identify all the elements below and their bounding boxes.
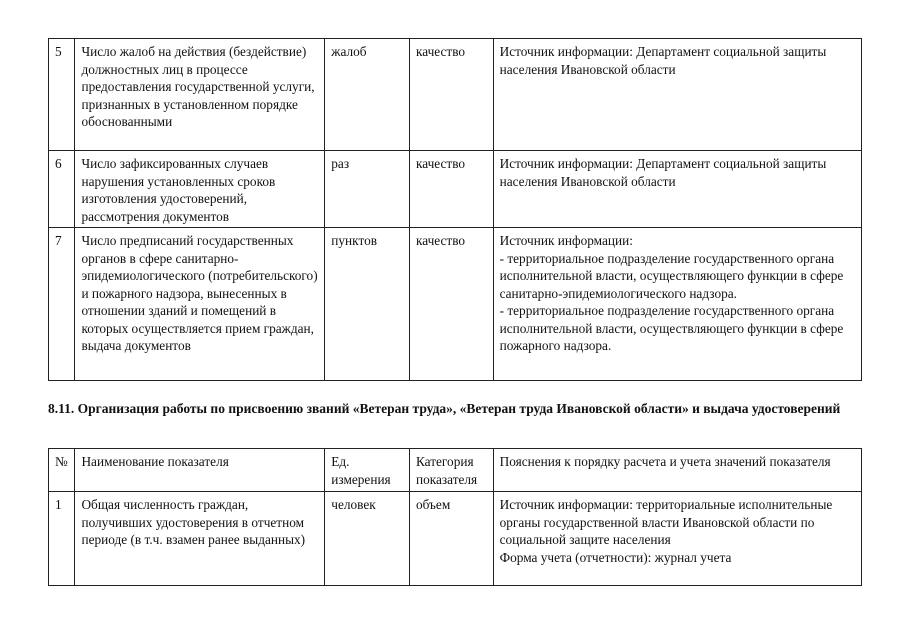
unit-of-measure: раз xyxy=(325,151,410,228)
note-line: - территориальное подразделение государственного органа исполнительной власти, осуществляющего функции в сфере санитарно-эпидемиологического надзора. xyxy=(499,250,844,301)
unit-of-measure: пунктов xyxy=(325,228,410,381)
header-number: № xyxy=(49,449,75,492)
unit-of-measure: человек xyxy=(325,492,410,586)
table-header-row xyxy=(49,449,862,492)
calculation-notes xyxy=(493,492,861,586)
indicator-name: Число зафиксированных случаев нарушения установленных сроков изготовления удостоверений, рассмотрения документов xyxy=(75,151,325,228)
header-indicator-name: Наименование показателя xyxy=(75,449,325,492)
section-heading: 8.11. Организация работы по присвоению званий «Ветеран труда», «Ветеран труда Ивановской области» и выдача удостоверений xyxy=(48,401,841,416)
row-number: 7 xyxy=(49,228,75,381)
calculation-notes xyxy=(493,39,861,151)
indicators-table-top xyxy=(48,38,862,381)
indicator-category: качество xyxy=(409,39,493,151)
indicator-category: объем xyxy=(409,492,493,586)
indicator-name: Число предписаний государственных органов в сфере санитарно-эпидемиологического (потребительского) и пожарного надзора, вынесенных в отношении зданий и помещений в которых осуществляется прием граждан, выдача документов xyxy=(75,228,325,381)
note-line: Источник информации: xyxy=(499,233,633,248)
note-line: Источник информации: Департамент социальной защиты населения Ивановской области xyxy=(499,156,827,189)
table-row xyxy=(49,151,862,228)
unit-of-measure: жалоб xyxy=(325,39,410,151)
indicator-category: качество xyxy=(409,151,493,228)
indicator-category: качество xyxy=(409,228,493,381)
header-category: Категория показателя xyxy=(409,449,493,492)
indicator-name: Общая численность граждан, получивших удостоверения в отчетном периоде (в т.ч. взамен ранее выданных) xyxy=(75,492,325,586)
table-row xyxy=(49,492,862,586)
header-unit: Ед. измерения xyxy=(325,449,410,492)
table-row xyxy=(49,39,862,151)
indicator-name: Число жалоб на действия (бездействие) должностных лиц в процессе предоставления государственной услуги, признанных в установленном порядке обоснованными xyxy=(75,39,325,151)
row-number: 5 xyxy=(49,39,75,151)
note-line: Источник информации: Департамент социальной защиты населения Ивановской области xyxy=(499,44,827,77)
indicators-table-veteran xyxy=(48,448,862,586)
note-line: Источник информации: территориальные исполнительные органы государственной власти Ивановской области по социальной защите населения xyxy=(499,497,833,547)
table-row xyxy=(49,228,862,381)
calculation-notes xyxy=(493,151,861,228)
note-line: - территориальное подразделение государственного органа исполнительной власти, осуществляющего функции в сфере пожарного надзора. xyxy=(499,303,844,353)
row-number: 6 xyxy=(49,151,75,228)
calculation-notes xyxy=(493,228,861,381)
row-number: 1 xyxy=(49,492,75,586)
note-line: Форма учета (отчетности): журнал учета xyxy=(499,549,732,565)
header-notes: Пояснения к порядку расчета и учета значений показателя xyxy=(493,449,861,492)
